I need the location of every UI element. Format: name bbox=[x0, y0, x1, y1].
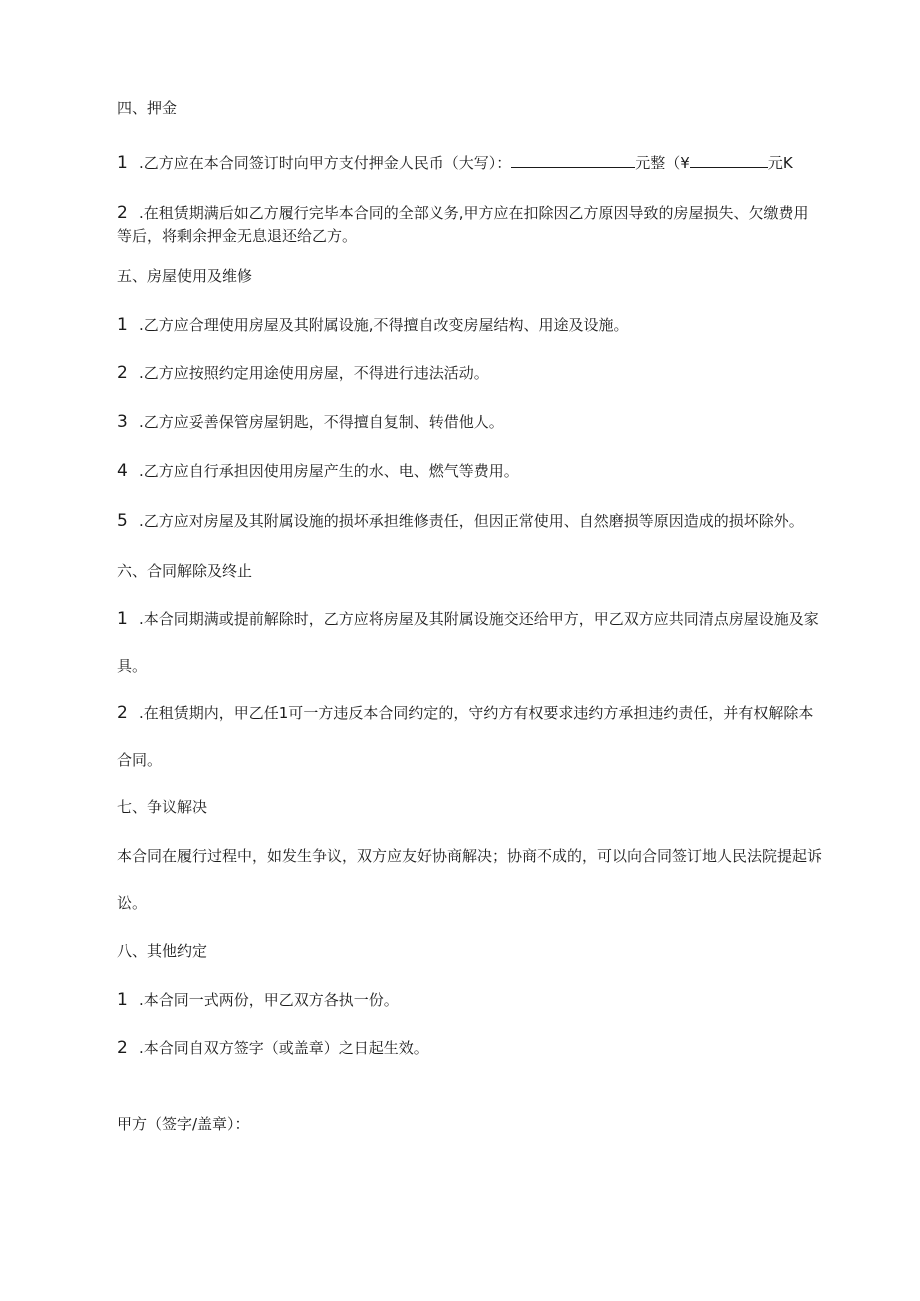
s5-item-5 bbox=[117, 511, 804, 531]
s5-item-3-num: 3 bbox=[117, 412, 128, 432]
party-a-signature-label: 甲方（签字/盖章）： bbox=[117, 1115, 250, 1133]
s7-text-line-2: 讼。 bbox=[117, 894, 148, 912]
s8-item-2-num: 2 bbox=[117, 1038, 128, 1058]
s4-item-2-num: 2 bbox=[117, 203, 128, 223]
s5-item-1-num: 1 bbox=[117, 315, 128, 335]
s4-item-2-text-a: .在租赁期满后如乙方履行完毕本合同的全部义务,甲方应在扣除因乙方原因导致的房屋损失、欠缴费用 bbox=[139, 204, 809, 222]
deposit-amount-number-blank bbox=[690, 153, 768, 168]
s5-item-2 bbox=[117, 363, 489, 383]
s6-item-2-text-a: .在租赁期内，甲乙任1可一方违反本合同约定的，守约方有权要求违约方承担违约责任，并有权解除本 bbox=[139, 704, 814, 722]
s4-item-2-line-2: 等后，将剩余押金无息退还给乙方。 bbox=[117, 227, 358, 245]
s4-item-1 bbox=[117, 153, 793, 173]
s4-item-1-pre: .乙方应在本合同签订时向甲方支付押金人民币（大写）： bbox=[139, 154, 512, 172]
section-5-heading: 五、房屋使用及维修 bbox=[117, 267, 253, 285]
s6-item-1-line-1 bbox=[117, 609, 819, 629]
s6-item-1-text-a: .本合同期满或提前解除时，乙方应将房屋及其附属设施交还给甲方，甲乙双方应共同清点房屋设施及家 bbox=[139, 610, 819, 628]
s4-item-2-line-1 bbox=[117, 203, 809, 223]
deposit-amount-words-blank bbox=[511, 153, 635, 168]
s5-item-2-text: .乙方应按照约定用途使用房屋，不得进行违法活动。 bbox=[139, 364, 489, 382]
section-8-heading: 八、其他约定 bbox=[117, 942, 208, 960]
s5-item-5-num: 5 bbox=[117, 511, 128, 531]
s5-item-3 bbox=[117, 412, 504, 432]
s6-item-2-num: 2 bbox=[117, 703, 128, 723]
s7-text-line-1: 本合同在履行过程中，如发生争议，双方应友好协商解决；协商不成的，可以向合同签订地人民法院提起诉 bbox=[117, 847, 823, 865]
s5-item-3-text: .乙方应妥善保管房屋钥匙，不得擅自复制、转借他人。 bbox=[139, 413, 504, 431]
s5-item-4 bbox=[117, 461, 519, 481]
s4-item-1-mid: 元整（¥ bbox=[635, 154, 690, 172]
s4-item-1-num: 1 bbox=[117, 153, 128, 173]
s8-item-2-text: .本合同自双方签字（或盖章）之日起生效。 bbox=[139, 1039, 429, 1057]
s8-item-2 bbox=[117, 1038, 429, 1058]
s5-item-1 bbox=[117, 315, 629, 335]
s5-item-4-text: .乙方应自行承担因使用房屋产生的水、电、燃气等费用。 bbox=[139, 462, 519, 480]
section-7-heading: 七、争议解决 bbox=[117, 798, 208, 816]
s4-item-1-post: 元K bbox=[767, 154, 793, 172]
s8-item-1-text: .本合同一式两份，甲乙双方各执一份。 bbox=[139, 991, 399, 1009]
s6-item-1-line-2: 具。 bbox=[117, 657, 148, 675]
s6-item-2-line-1 bbox=[117, 703, 813, 723]
section-6-heading: 六、合同解除及终止 bbox=[117, 562, 253, 580]
s5-item-1-text: .乙方应合理使用房屋及其附属设施,不得擅自改变房屋结构、用途及设施。 bbox=[139, 316, 629, 334]
s5-item-5-text: .乙方应对房屋及其附属设施的损坏承担维修责任，但因正常使用、自然磨损等原因造成的损坏除外。 bbox=[139, 512, 804, 530]
s8-item-1 bbox=[117, 990, 399, 1010]
s6-item-1-num: 1 bbox=[117, 609, 128, 629]
s8-item-1-num: 1 bbox=[117, 990, 128, 1010]
section-4-heading: 四、押金 bbox=[117, 99, 178, 117]
s5-item-4-num: 4 bbox=[117, 461, 128, 481]
s5-item-2-num: 2 bbox=[117, 363, 128, 383]
s6-item-2-line-2: 合同。 bbox=[117, 751, 163, 769]
